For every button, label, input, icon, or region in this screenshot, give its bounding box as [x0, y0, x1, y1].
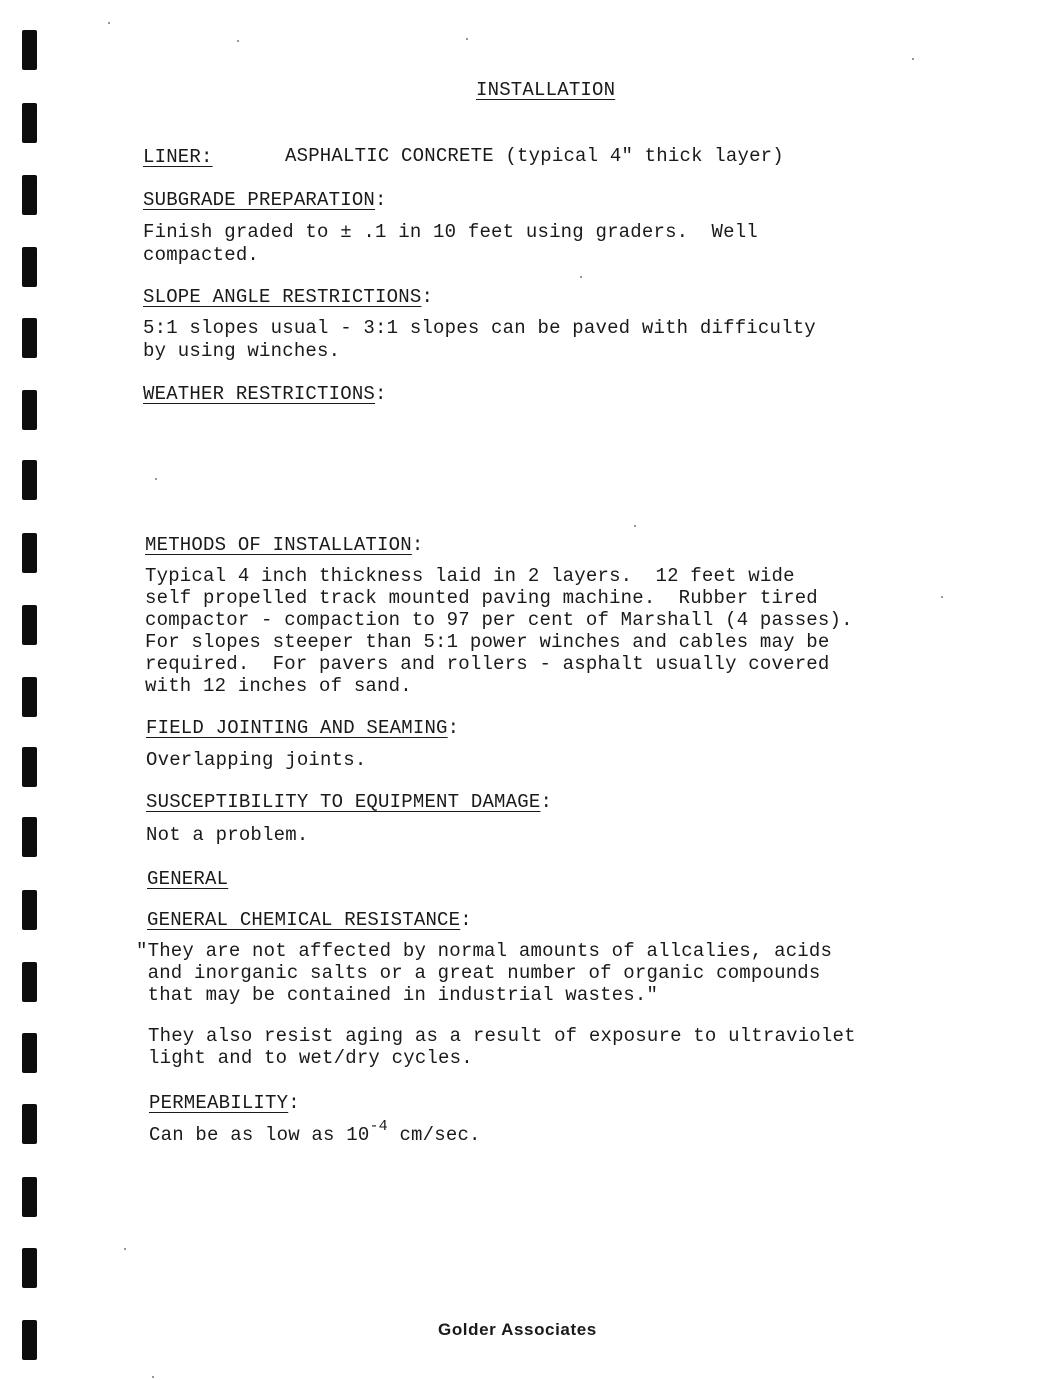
methods-line: required. For pavers and rollers - asphalt usually covered [145, 653, 830, 675]
binding-hole [22, 247, 37, 287]
aging-line: They also resist aging as a result of exposure to ultraviolet [148, 1025, 856, 1047]
chem-heading: GENERAL CHEMICAL RESISTANCE: [147, 909, 472, 931]
binding-hole [22, 318, 37, 358]
binding-hole [22, 460, 37, 500]
binding-holes [0, 0, 60, 1380]
scan-speck [124, 1248, 126, 1250]
subgrade-line: compacted. [143, 244, 260, 266]
field-heading: FIELD JOINTING AND SEAMING: [146, 717, 460, 739]
binding-hole [22, 533, 37, 573]
subgrade-heading: SUBGRADE PREPARATION: [143, 189, 387, 211]
scan-speck [108, 22, 110, 24]
chem-line: and inorganic salts or a great number of organic compounds [136, 962, 821, 984]
scan-speck [634, 525, 636, 527]
page-title: INSTALLATION [476, 79, 616, 101]
methods-line: Typical 4 inch thickness laid in 2 layers. 12 feet wide [145, 565, 795, 587]
liner-label: LINER: [143, 146, 213, 168]
perm-line: Can be as low as $10^{-4}$ cm/sec. [149, 1118, 481, 1146]
binding-hole [22, 962, 37, 1002]
field-line: Overlapping joints. [146, 749, 367, 771]
perm-heading: PERMEABILITY: [149, 1092, 300, 1114]
suscept-line: Not a problem. [146, 824, 309, 846]
binding-hole [22, 677, 37, 717]
scan-speck [912, 58, 914, 60]
binding-hole [22, 1104, 37, 1144]
binding-hole [22, 390, 37, 430]
company-footer: Golder Associates [438, 1320, 597, 1339]
liner-row [143, 146, 213, 168]
perm-exponent: -4 [369, 1118, 388, 1135]
scan-speck [941, 596, 943, 598]
weather-heading: WEATHER RESTRICTIONS: [143, 383, 387, 405]
chem-line: "They are not affected by normal amounts of allcalies, acids [136, 940, 833, 962]
binding-hole [22, 605, 37, 645]
binding-hole [22, 175, 37, 215]
suscept-heading: SUSCEPTIBILITY TO EQUIPMENT DAMAGE: [146, 791, 553, 813]
scan-speck [466, 38, 468, 40]
binding-hole [22, 1320, 37, 1360]
scan-speck [152, 1376, 154, 1378]
chem-line: that may be contained in industrial wastes." [136, 984, 659, 1006]
methods-line: with 12 inches of sand. [145, 675, 412, 697]
binding-hole [22, 1033, 37, 1073]
binding-hole [22, 890, 37, 930]
binding-hole [22, 1248, 37, 1288]
general-heading: GENERAL [147, 868, 229, 890]
scan-speck [580, 276, 582, 278]
methods-line: For slopes steeper than 5:1 power winches and cables may be [145, 631, 830, 653]
slope-heading: SLOPE ANGLE RESTRICTIONS: [143, 286, 434, 308]
scan-speck [237, 40, 239, 42]
scan-speck [155, 478, 157, 480]
subgrade-line: Finish graded to ± .1 in 10 feet using graders. Well [143, 221, 758, 243]
binding-hole [22, 747, 37, 787]
methods-line: compactor - compaction to 97 per cent of Marshall (4 passes). [145, 609, 853, 631]
binding-hole [22, 817, 37, 857]
methods-heading: METHODS OF INSTALLATION: [145, 534, 424, 556]
liner-value: ASPHALTIC CONCRETE (typical 4" thick layer) [285, 145, 784, 167]
slope-line: by using winches. [143, 340, 341, 362]
binding-hole [22, 103, 37, 143]
binding-hole [22, 30, 37, 70]
methods-line: self propelled track mounted paving machine. Rubber tired [145, 587, 818, 609]
slope-line: 5:1 slopes usual - 3:1 slopes can be paved with difficulty [143, 317, 816, 339]
aging-line: light and to wet/dry cycles. [148, 1047, 473, 1069]
binding-hole [22, 1177, 37, 1217]
